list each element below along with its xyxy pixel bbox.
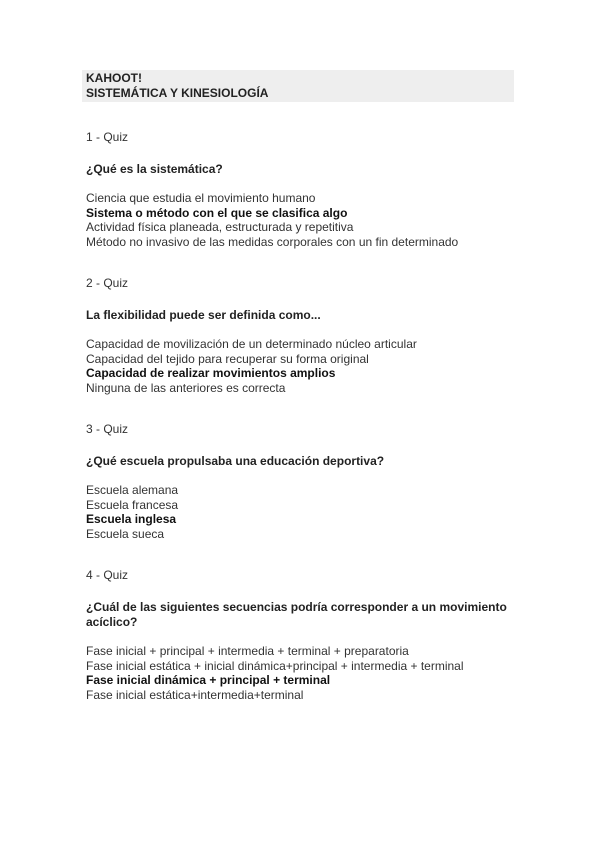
answer-option: Fase inicial estática+intermedia+terminal: [86, 688, 304, 703]
quiz-question: ¿Cuál de las siguientes secuencias podría corresponder a un movimiento acíclico?: [86, 600, 507, 629]
quiz-section-2: [86, 276, 526, 396]
answer-option-correct: Capacidad de realizar movimientos amplios: [86, 366, 336, 381]
document-header: [82, 70, 514, 102]
answer-option: Ninguna de las anteriores es correcta: [86, 381, 286, 396]
quiz-number: 1 - Quiz: [86, 130, 129, 144]
answer-option: Escuela alemana: [86, 483, 179, 497]
answer-list: [86, 337, 526, 396]
answer-option: Escuela francesa: [86, 497, 179, 512]
quiz-number: 3 - Quiz: [86, 422, 129, 436]
quiz-section-1: [86, 130, 526, 250]
answer-option-correct: Sistema o método con el que se clasifica algo: [86, 205, 348, 220]
answer-option-correct: Escuela inglesa: [86, 512, 177, 527]
quiz-number: 2 - Quiz: [86, 276, 129, 290]
quiz-number: 4 - Quiz: [86, 568, 129, 582]
answer-option: Escuela sueca: [86, 527, 165, 542]
answer-option: Capacidad de movilización de un determinado núcleo articular: [86, 337, 417, 351]
header-line-1: KAHOOT!: [86, 71, 142, 85]
answer-list: [86, 191, 526, 250]
quiz-section-4: [86, 568, 526, 703]
quiz-question: ¿Qué escuela propulsaba una educación deportiva?: [86, 454, 385, 468]
answer-option: Actividad física planeada, estructurada y repetitiva: [86, 220, 354, 235]
answer-option: Método no invasivo de las medidas corporales con un fin determinado: [86, 235, 459, 250]
quiz-question: ¿Qué es la sistemática?: [86, 162, 223, 176]
answer-option: Fase inicial + principal + intermedia + terminal + preparatoria: [86, 644, 409, 658]
answer-list: [86, 483, 526, 542]
header-line-2: SISTEMÁTICA Y KINESIOLOGÍA: [86, 85, 269, 100]
quiz-section-3: [86, 422, 526, 542]
quiz-question: La flexibilidad puede ser definida como...: [86, 308, 321, 322]
answer-option: Ciencia que estudia el movimiento humano: [86, 191, 316, 205]
answer-option: Capacidad del tejido para recuperar su forma original: [86, 351, 369, 366]
answer-option-correct: Fase inicial dinámica + principal + terminal: [86, 673, 331, 688]
answer-list: [86, 644, 526, 703]
answer-option: Fase inicial estática + inicial dinámica+principal + intermedia + terminal: [86, 658, 464, 673]
